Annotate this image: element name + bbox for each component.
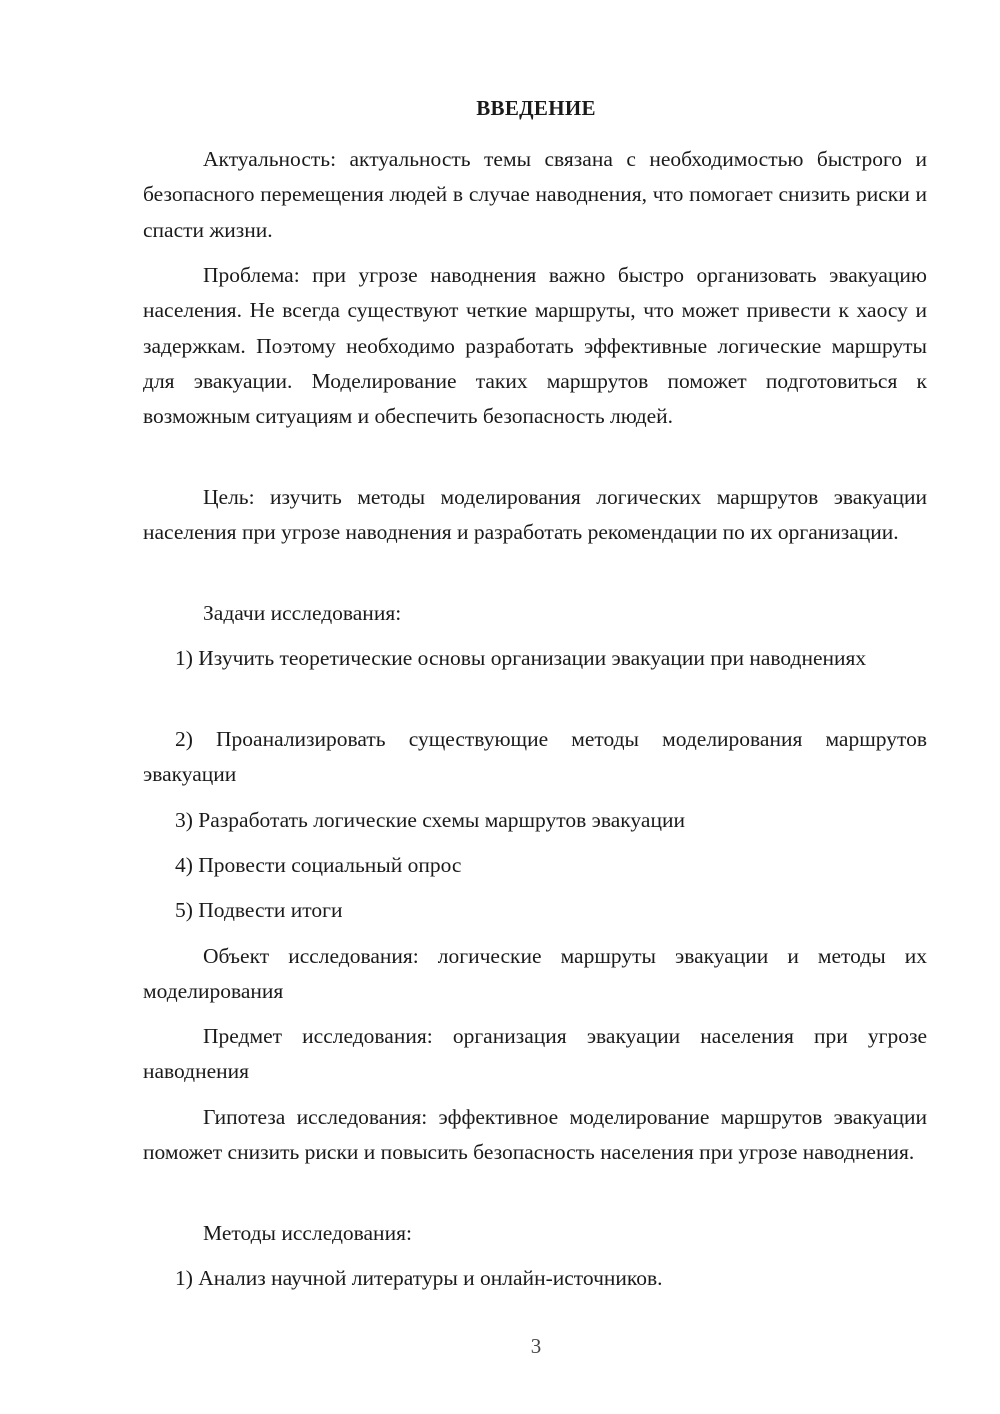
relevance-paragraph: Актуальность: актуальность темы связана с необходимостью быстрого и безопасного перемещения людей в случае наводнения, что помогает снизить риски и спасти жизни. [143,147,927,242]
task-item-3: 3) Разработать логические схемы маршрутов эвакуации [175,808,685,832]
problem-paragraph: Проблема: при угрозе наводнения важно быстро организовать эвакуацию населения. Не всегда существуют четкие маршруты, что может привести к хаосу и задержкам. Поэтому необходимо разработать эффективные логические маршруты для эвакуации. Моделирование таких маршрутов поможет подготовиться к возможным ситуациям и обеспечить безопасность людей. [143,263,927,429]
goal-paragraph: Цель: изучить методы моделирования логических маршрутов эвакуации населения при угрозе наводнения и разработать рекомендации по их организации. [143,485,927,545]
task-item-4: 4) Провести социальный опрос [175,853,462,877]
task-item-5: 5) Подвести итоги [175,898,343,922]
methods-heading: Методы исследования: [203,1221,412,1245]
page-number: 3 [530,1334,542,1358]
task-item-2: 2) Проанализировать существующие методы моделирования маршрутов эвакуации [143,727,927,787]
hypothesis-paragraph: Гипотеза исследования: эффективное моделирование маршрутов эвакуации поможет снизить риски и повысить безопасность населения при угрозе наводнения. [143,1105,927,1165]
subject-paragraph: Предмет исследования: организация эвакуации населения при угрозе наводнения [143,1024,927,1084]
method-item-1: 1) Анализ научной литературы и онлайн-источников. [175,1266,663,1290]
object-paragraph: Объект исследования: логические маршруты эвакуации и методы их моделирования [143,944,927,1004]
task-item-1: 1) Изучить теоретические основы организации эвакуации при наводнениях [175,646,867,670]
page-title: ВВЕДЕНИЕ [476,96,596,120]
tasks-heading: Задачи исследования: [203,601,402,625]
